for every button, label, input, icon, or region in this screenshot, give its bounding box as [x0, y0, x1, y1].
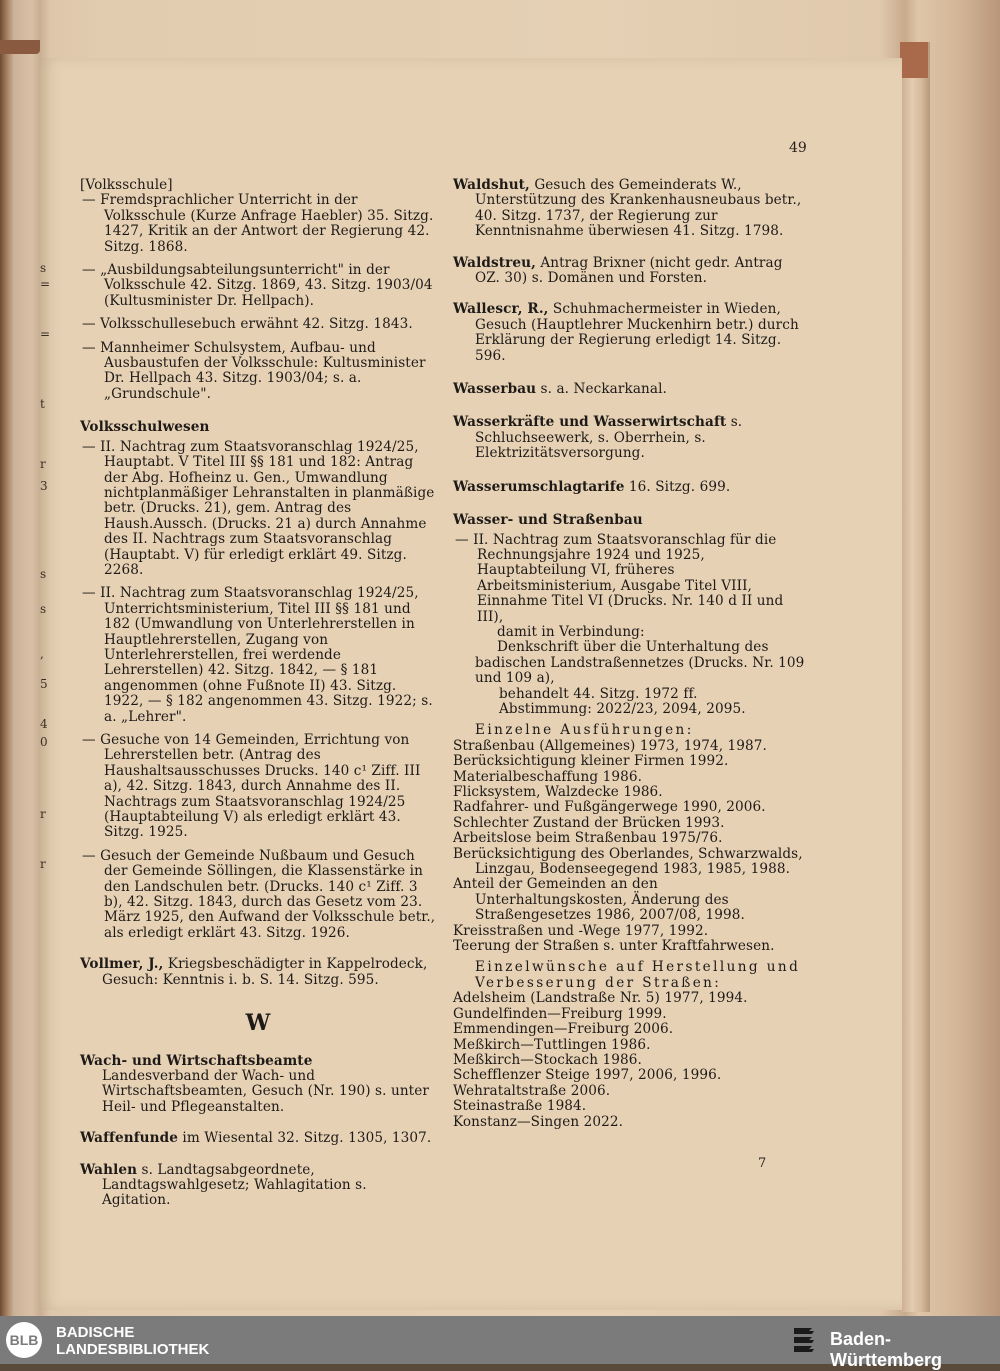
index-entry — [453, 302, 809, 364]
index-entry: — Gesuch der Gemeinde Nußbaum und Gesuch der Gemeinde Söllingen, die Klassenstärke in den Landschulen betr. (Drucks. 140 c¹ Ziff. 3 b), 42. Sitzg. 1843, durch das Gesetz vom 23. März 1925, den Aufwand der Volksschule betr., als erledigt erklärt 43. Sitzg. 1926. — [82, 847, 436, 941]
page-stack-edge — [900, 42, 930, 1312]
entry-keyword: Wasserumschlagtarife — [453, 478, 625, 495]
list-item: Steinastraße 1984. — [453, 1098, 587, 1115]
library-name-line2: LANDESBIBLIOTHEK — [56, 1341, 210, 1358]
list-item: Kreisstraßen und -Wege 1977, 1992. — [453, 922, 709, 939]
entry-text: im Wiesental 32. Sitzg. 1305, 1307. — [182, 1130, 432, 1147]
entry-text: 16. Sitzg. 699. — [628, 478, 731, 495]
section-heading: [Volksschule] — [80, 177, 173, 193]
index-entry — [80, 957, 436, 988]
right-column — [453, 178, 809, 1130]
list-item: Gundelfinden—Freiburg 1999. — [453, 1005, 667, 1022]
list-item: Adelsheim (Landstraße Nr. 5) 1977, 1994. — [453, 990, 748, 1007]
entry-keyword: Waffenfunde — [80, 1130, 178, 1147]
index-entry — [453, 178, 809, 240]
page-number: 49 — [789, 140, 807, 156]
section-heading: Wasser- und Straßenbau — [453, 512, 643, 529]
list-item: Berücksichtigung des Oberlandes, Schwarzwalds, Linzgau, Bodenseegegend 1983, 1985, 1988. — [453, 845, 803, 878]
list-item: Radfahrer- und Fußgängerwege 1990, 2006. — [453, 799, 766, 816]
index-entry — [453, 256, 809, 287]
entry-text: Schuhmachermeister in Wieden, Gesuch (Hauptlehrer Muckenhirn betr.) durch Erklärung der Regierung erledigt 14. Sitzg. 596. — [475, 301, 799, 364]
entry-text: Gesuch des Gemeinderats W., Unterstützung des Krankenhausneubaus betr., 40. Sitzg. 1737, der Regierung zur Kenntnisnahme überwiesen 41. Sitzg. 1798. — [475, 177, 802, 240]
left-column — [80, 178, 436, 1209]
index-entry: — II. Nachtrag zum Staatsvoranschlag 1924/25, Hauptabt. V Titel III §§ 181 und 182: Antrag der Abg. Hofheinz u. Gen., Umwandlung nichtplanmäßiger Lehranstalten in planmäßige betr. (Drucks. 21), gem. Antrag des Haush.Aussch. (Drucks. 21 a) durch Annahme des II. Nachtrags zum Staatsvoranschlag (Hauptabt. V) für erledigt erklärt 49. Sitzg. 2268. — [82, 438, 435, 578]
spine-binding — [0, 40, 40, 54]
library-name[interactable] — [56, 1324, 209, 1358]
list-item: Arbeitslose beim Straßenbau 1975/76. — [453, 830, 723, 847]
list-item: Meßkirch—Stockach 1986. — [453, 1051, 642, 1068]
viewer-footer — [0, 1316, 1000, 1370]
list-item: Meßkirch—Tuttlingen 1986. — [453, 1036, 651, 1053]
entry-text: s. Schluchseewerk, s. Oberrhein, s. Elektrizitätsversorgung. — [475, 414, 743, 462]
lions-coat-of-arms-icon[interactable] — [790, 1324, 820, 1356]
index-entry: behandelt 44. Sitzg. 1972 ff. — [499, 685, 698, 702]
entry-text: Kriegsbeschädigter in Kappelrodeck, Gesuch: Kenntnis i. b. S. 14. Sitzg. 595. — [102, 956, 428, 988]
entry-keyword: Wasserbau — [453, 381, 537, 398]
index-entry: Denkschrift über die Unterhaltung des badischen Landstraßennetzes (Drucks. Nr. 109 und 109 a), — [475, 639, 805, 687]
subsection-heading: Einzelne Ausführungen: — [475, 722, 694, 739]
entry-keyword: Waldshut, — [453, 177, 530, 193]
index-entry: — Volksschullesebuch erwähnt 42. Sitzg. 1843. — [82, 316, 413, 333]
section-heading: Wach- und Wirtschaftsbeamte — [80, 1052, 313, 1069]
entry-text: s. a. Neckarkanal. — [540, 381, 667, 398]
list-item: Anteil der Gemeinden an den Unterhaltungskosten, Änderung des Straßengesetzes 1986, 2007/08, 1998. — [453, 876, 745, 924]
index-entry — [453, 382, 809, 397]
library-name-line1: BADISCHE — [56, 1324, 135, 1341]
document-page: s = = t r 3 s s , 5 4 0 r r — [40, 58, 902, 1310]
section-heading: Volksschulwesen — [80, 419, 210, 436]
list-item: Straßenbau (Allgemeines) 1973, 1974, 1987. — [453, 737, 767, 754]
detail-list — [453, 991, 809, 1130]
index-entry: damit in Verbindung: — [497, 623, 645, 640]
section-letter: W — [245, 1010, 271, 1037]
entry-text: Antrag Brixner (nicht gedr. Antrag OZ. 30) s. Domänen und Forsten. — [475, 254, 783, 287]
entry-keyword: Wallescr, R., — [453, 301, 549, 318]
index-entry: — Mannheimer Schulsystem, Aufbau- und Ausbaustufen der Volksschule: Kultusminister Dr. Hellpach 43. Sitzg. 1903/04; s. a. „Grundschule". — [82, 339, 426, 402]
list-item: Schlechter Zustand der Brücken 1993. — [453, 814, 725, 831]
blb-logo-icon[interactable]: BLB — [6, 1322, 42, 1358]
index-entry: — „Ausbildungsabteilungsunterricht" in der Volksschule 42. Sitzg. 1869, 43. Sitzg. 1903/04 (Kultusminister Dr. Hellpach). — [82, 262, 433, 309]
index-entry: — II. Nachtrag zum Staatsvoranschlag für die Rechnungsjahre 1924 und 1925, Hauptabteilung VI, früheres Arbeitsministerium, Ausgabe Titel VIII, Einnahme Titel VI (Drucks. Nr. 140 d II und III), — [455, 531, 784, 625]
entry-keyword: Wasserkräfte und Wasserwirtschaft — [453, 414, 727, 431]
list-item: Materialbeschaffung 1986. — [453, 768, 643, 785]
entry-keyword: Wahlen — [80, 1161, 138, 1178]
index-entry — [80, 1163, 436, 1209]
entry-keyword: Vollmer, J., — [80, 956, 164, 973]
list-item: Konstanz—Singen 2022. — [453, 1113, 624, 1130]
list-item: Berücksichtigung kleiner Firmen 1992. — [453, 753, 729, 770]
index-entry — [453, 480, 809, 495]
subsection-heading: Einzelwünsche auf Herstellung und Verbesserung der Straßen: — [475, 959, 801, 991]
cover-edge — [900, 42, 928, 78]
index-entry: — Fremdsprachlicher Unterricht in der Volksschule (Kurze Anfrage Haebler) 35. Sitzg. 1427, Kritik an der Antwort der Regierung 42. Sitzg. 1868. — [82, 192, 434, 255]
index-entry — [80, 1131, 436, 1146]
list-item: Teerung der Straßen s. unter Kraftfahrwesen. — [453, 938, 775, 955]
entry-text: s. Landtagsabgeordnete, Landtagswahlgesetz; Wahlagitation s. Agitation. — [102, 1161, 367, 1209]
list-item: Schefflenzer Steige 1997, 2006, 1996. — [453, 1067, 722, 1084]
index-entry: — Gesuche von 14 Gemeinden, Errichtung von Lehrerstellen betr. (Antrag des Haushaltsausschusses Drucks. 140 c¹ Ziff. III a), 42. Sitzg. 1843, durch Annahme des II. Nachtrags zum Staatsvoranschlag 1924/25 (Hauptabteilung V) als erledigt erklärt 43. Sitzg. 1925. — [82, 732, 421, 841]
index-entry: Landesverband der Wach- und Wirtschaftsbeamten, Gesuch (Nr. 190) s. unter Heil- und Pflegeanstalten. — [102, 1067, 429, 1115]
detail-list — [453, 739, 809, 955]
index-entry — [453, 415, 809, 461]
index-entry: — II. Nachtrag zum Staatsvoranschlag 1924/25, Unterrichtsministerium, Titel III §§ 181 und 182 (Umwandlung von Unterlehrerstellen in Hauptlehrerstellen, Zugang von Unterlehrerstellen, frei werdende Lehrerstellen) 42. Sitzg. 1842, — § 181 angenommen (ohne Fußnote II) 43. Sitzg. 1922, — § 182 angenommen 43. Sitzg. 1922; s. a. „Lehrer". — [82, 585, 433, 725]
printer-signature: 7 — [758, 1156, 767, 1171]
entry-keyword: Waldstreu, — [453, 254, 536, 271]
index-entry: Abstimmung: 2022/23, 2094, 2095. — [499, 700, 746, 717]
list-item: Flicksystem, Walzdecke 1986. — [453, 784, 663, 800]
state-name[interactable]: Baden-Württemberg — [830, 1329, 942, 1370]
list-item: Wehrataltstraße 2006. — [453, 1082, 611, 1099]
list-item: Emmendingen—Freiburg 2006. — [453, 1021, 674, 1038]
